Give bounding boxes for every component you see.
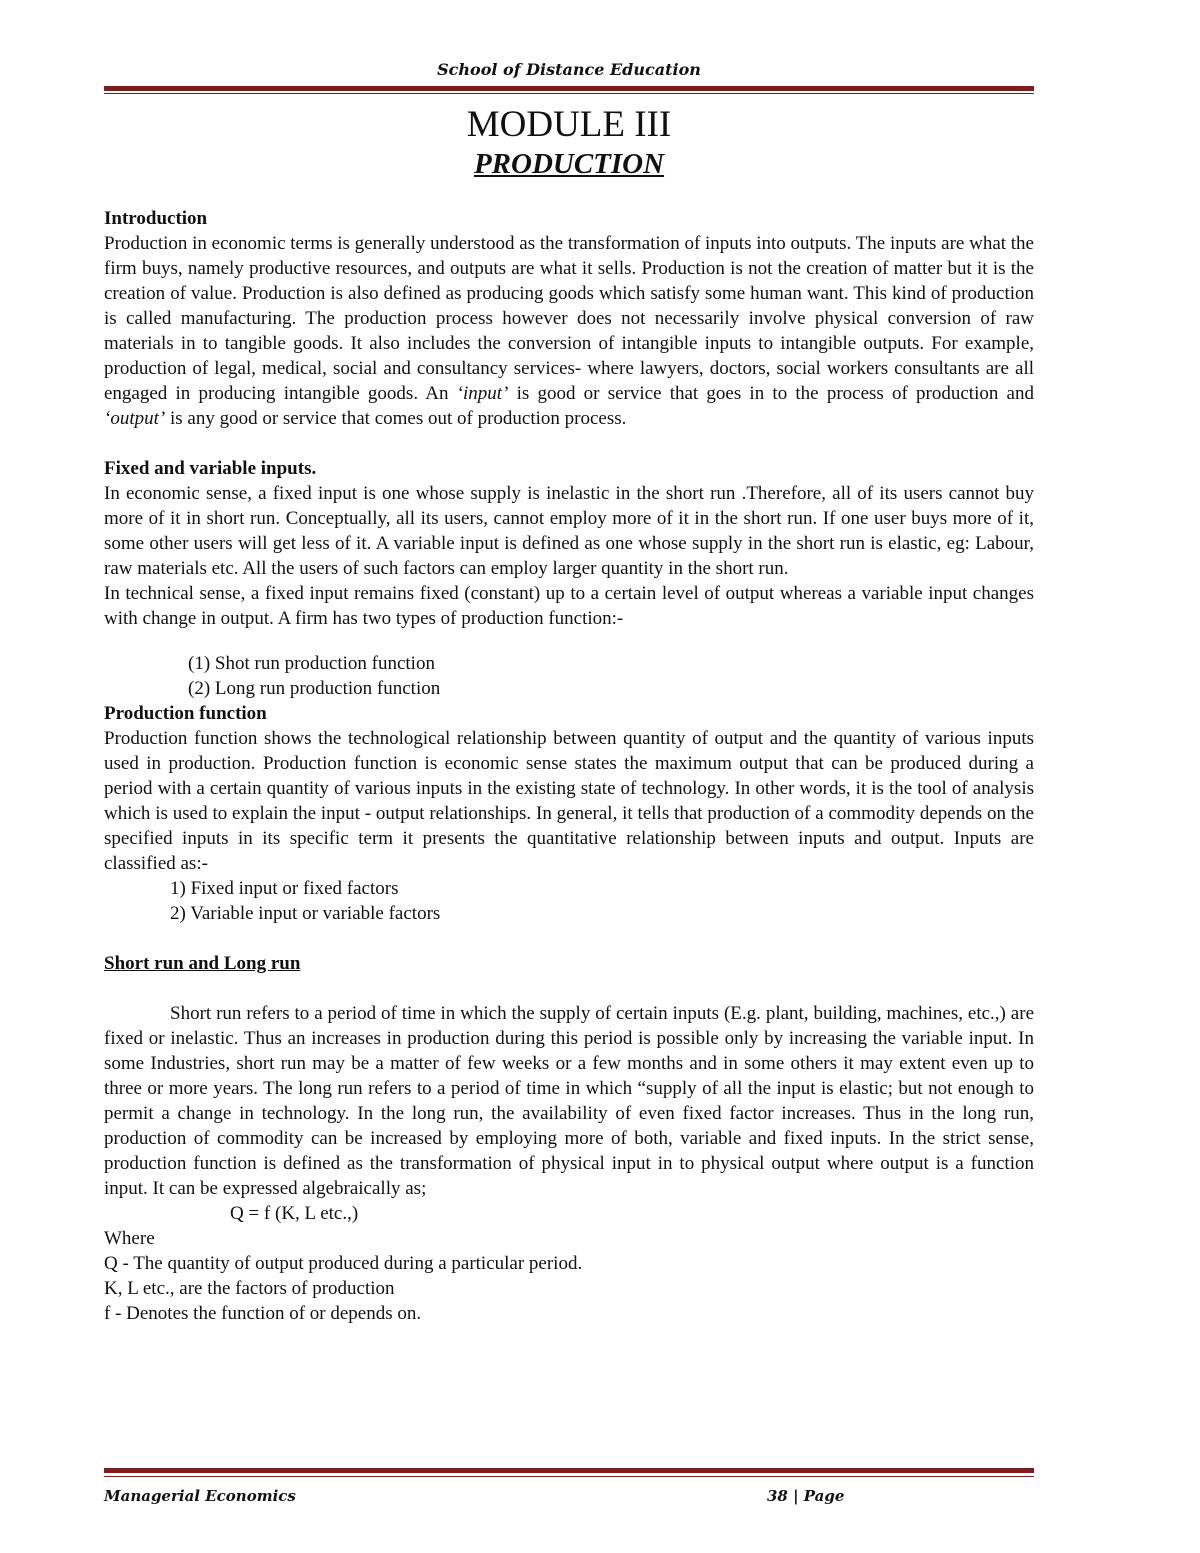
term-output: ‘output’ xyxy=(104,408,166,429)
spacer-small xyxy=(104,631,1034,651)
input-class-list xyxy=(104,876,1034,926)
paragraph-short-long-run xyxy=(104,1001,1034,1201)
function-type-list xyxy=(104,651,1034,701)
spacer xyxy=(104,926,1034,951)
intro-text-2: is good or service that goes in to the process of production and xyxy=(508,383,1034,404)
definition-kl: K, L etc., are the factors of production xyxy=(104,1278,395,1299)
term-input: ‘input’ xyxy=(456,383,509,404)
footer-left: Managerial Economics xyxy=(104,1487,296,1505)
footer-page-number: 38 | Page xyxy=(767,1487,845,1505)
definition-f: f - Denotes the function of or depends on. xyxy=(104,1303,422,1324)
heading-production-function: Production function xyxy=(104,703,267,724)
module-subtitle: PRODUCTION xyxy=(473,148,665,180)
paragraph-introduction xyxy=(104,231,1034,431)
spacer xyxy=(104,976,1034,1001)
document-body xyxy=(104,206,1034,1326)
intro-text-3: is any good or service that comes out of production process. xyxy=(165,408,627,429)
where-label: Where xyxy=(104,1228,155,1249)
intro-text-1: Production in economic terms is generally understood as the transformation of inputs into outputs. The inputs are what the firm buys, namely productive resources, and outputs are what it sells. Production is not the creation of matter but it is the creation of value. Production is also defined as producing goods which satisfy some human want. This kind of production is called manufacturing. The production process however does not necessarily involve physical conversion of raw materials in to tangible goods. It also includes the conversion of intangible inputs to intangible outputs. For example, production of legal, medical, social and consultancy services- where lawyers, doctors, social workers consultants are all engaged in producing intangible goods. An xyxy=(104,233,1034,404)
paragraph-technical-sense: In technical sense, a fixed input remains fixed (constant) up to a certain level of output whereas a variable input changes with change in output. A firm has two types of production function:- xyxy=(104,583,1034,629)
running-header: School of Distance Education xyxy=(437,60,701,79)
footer-rule-thin xyxy=(104,1476,1034,1477)
list-item: (2) Long run production function xyxy=(188,678,441,699)
heading-introduction: Introduction xyxy=(104,208,208,229)
paragraph-production-function: Production function shows the technological relationship between quantity of output and the quantity of various inputs used in production. Production function is economic sense states the maximum output that can be produced during a period with a certain quantity of various inputs in the existing state of technology. In other words, it is the tool of analysis which is used to explain the input - output relationships. In general, it tells that production of a commodity depends on the specified inputs in its specific term it presents the quantitative relationship between inputs and output. Inputs are classified as:- xyxy=(104,728,1034,874)
definition-q: Q - The quantity of output produced during a particular period. xyxy=(104,1253,583,1274)
list-item: 2) Variable input or variable factors xyxy=(170,903,441,924)
list-item: (1) Shot run production function xyxy=(188,653,435,674)
paragraph-economic-sense: In economic sense, a fixed input is one whose supply is inelastic in the short run .Therefore, all of its users cannot buy more of it in short run. Conceptually, all its users, cannot employ more of it in the short run. If one user buys more of it, some other users will get less of it. A variable input is defined as one whose supply in the short run is elastic, eg: Labour, raw materials etc. All the users of such factors can employ larger quantity in the short run. xyxy=(104,483,1034,579)
list-item: 1) Fixed input or fixed factors xyxy=(170,878,399,899)
header-rule-thick xyxy=(104,86,1034,91)
module-title: MODULE III xyxy=(466,104,672,145)
heading-short-long-run: Short run and Long run xyxy=(104,953,301,974)
spacer xyxy=(104,431,1034,456)
heading-fixed-variable: Fixed and variable inputs. xyxy=(104,458,317,479)
short-long-text: Short run refers to a period of time in which the supply of certain inputs (E.g. plant, building, machines, etc.,) are fixed or inelastic. Thus an increases in production during this period is possible only by increasing the variable input. In some Industries, short run may be a matter of few weeks or a few months and in some others it may extent even up to three or more years. The long run refers to a period of time in which “supply of all the input is elastic; but not enough to permit a change in technology. In the long run, the availability of even fixed factor increases. Thus in the long run, production of commodity can be increased by employing more of both, variable and fixed inputs. In the strict sense, production function is defined as the transformation of physical input in to physical output where output is a function input. It can be expressed algebraically as; xyxy=(104,1003,1034,1199)
header-rule-thin xyxy=(104,93,1034,94)
production-equation: Q = f (K, L etc.,) xyxy=(230,1203,359,1224)
footer-rule-thick xyxy=(104,1468,1034,1473)
